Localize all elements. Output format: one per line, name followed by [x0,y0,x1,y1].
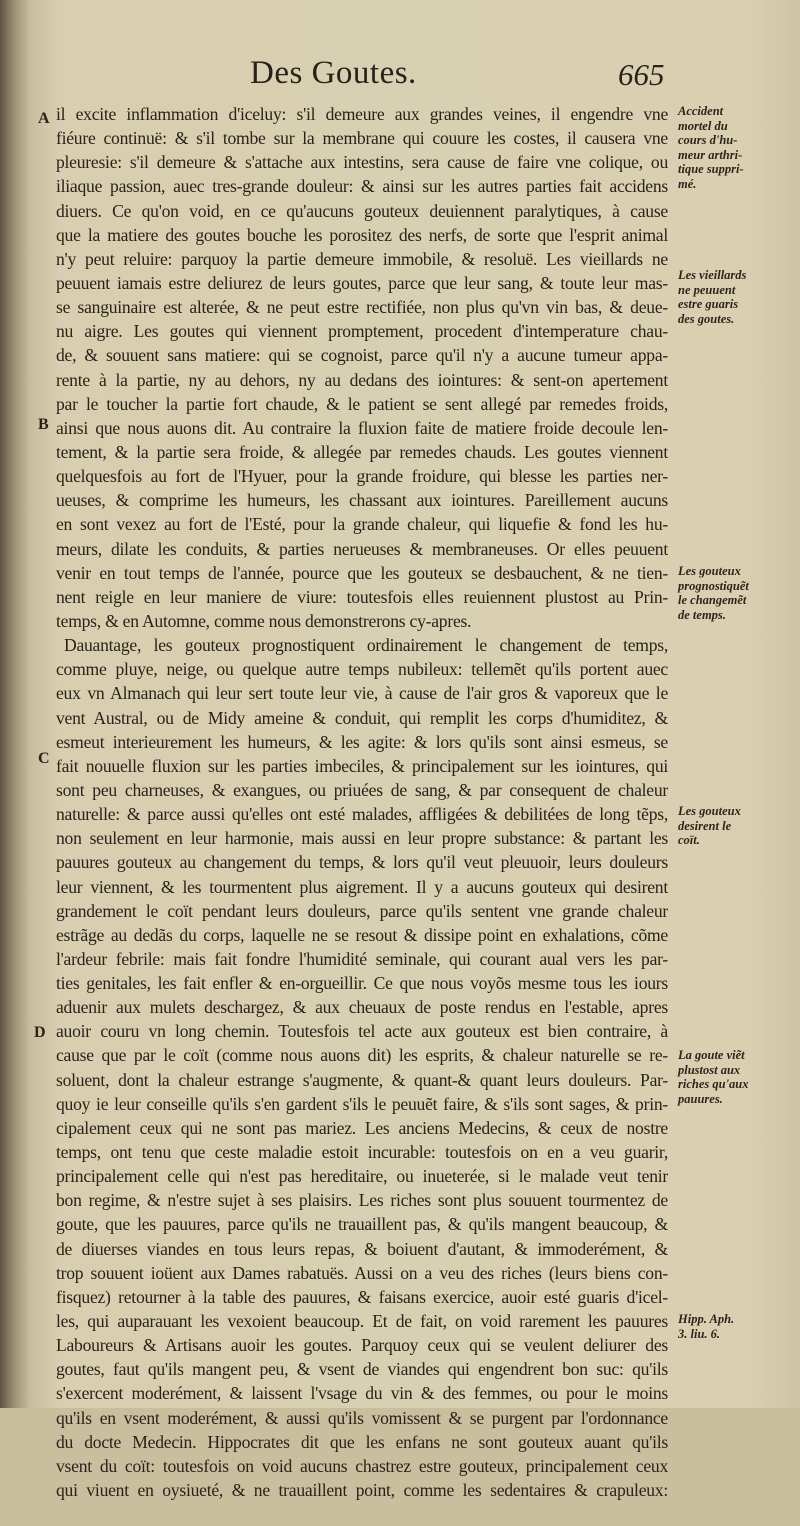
text-line: s'exercent moderément, & laissent l'vsage du vin & des femmes, ou pour le moins [56,1383,668,1404]
text-line: qu'ils en vsent moderément, & aussi qu'ils vomissent & se purgent par l'ordonnance [56,1407,668,1428]
text-line: tement, & la partie sera froide, & allegée par remedes chauds. Les goutes viennent [56,441,668,462]
text-line: temps, & en Automne, comme nous demonstrerons cy-apres. [56,610,472,631]
text-line: ties genitales, les fait enfler & en-orgueillir. Ce que nous voyõs mesme tous les iours [56,973,668,994]
margin-note-riches: La goute viẽt plustost aux riches qu'aux pauures. [678,1048,749,1106]
text-line: naturelle: & parce aussi qu'elles ont esté malades, affligées & debilitées de long tẽps, [56,804,668,825]
text-line: iliaque passion, auec tres-grande douleur: & ainsi sur les autres parties fait accidens [56,176,668,197]
text-line: ueuses, & comprime les humeurs, les chassant aux iointures. Pareillement aucuns [56,490,668,511]
section-letter-c: C [38,750,50,767]
section-letter-a: A [38,110,50,127]
text-line: vent Austral, ou de Midy ameine & conduit, qui remplit les corps d'humiditez, & [56,707,668,728]
margin-note-hippocrates: Hipp. Aph. 3. liu. 6. [678,1312,735,1341]
body-text [56,102,668,1526]
text-line: leur viennent, & les tourmentent plus aigrement. Il y a aucuns gouteux qui desirent [56,876,668,897]
margin-note-vieillards: Les vieillards ne peuuent estre guaris des goutes. [678,268,747,326]
text-line: goute, que les pauures, parce qu'ils ne trauaillent pas, & qu'ils mangent beaucoup, & [56,1214,668,1235]
text-line: nent reigle en leur maniere de viure: toutesfois elles reuiennent plustost au Prin- [56,586,668,607]
text-line: sont peu charneuses, & exangues, ou priuées de sang, & par consequent de chaleur [56,779,668,800]
text-line: diuers. Ce qu'on void, en ce qu'aucuns gouteux deuiennent paralytiques, à cause [56,200,668,221]
text-line: fiéure continuë: & s'il tombe sur la membrane qui couure les costes, il causera vne [56,128,668,149]
text-line: goutes, faut qu'ils mangent peu, & vsent de viandes qui engendrent bon suc: qu'ils [56,1359,668,1380]
text-line: nu aigre. Les goutes qui viennent promptement, procedent d'intemperature chau- [56,321,668,342]
text-line: rente à la partie, ny au dehors, ny au dedans des iointures: & sent-on apertement [56,369,668,390]
section-letter-d: D [34,1024,46,1041]
text-line: qui viuent en oysiueté, & ne trauaillent point, comme les sedentaires & crapuleux: [56,1480,668,1501]
text-line: venir en tout temps de l'année, pource que les gouteux se desbauchent, & ne tien- [56,562,668,583]
text-line: il excite inflammation d'iceluy: s'il demeure aux grandes veines, il engendre vne [56,104,668,124]
text-line: cause que par le coït (comme nous auons dit) les esprits, & chaleur naturelle se re- [56,1045,668,1066]
page-number: 665 [618,57,665,92]
text-line: principalement celle qui n'est pas hereditaire, ou inueterée, si le malade veut tenir [56,1166,668,1187]
text-line: bon regime, & n'estre sujet à ses plaisirs. Les riches sont plus souuent tourmentez de [56,1190,668,1211]
text-line: en sont vexez au fort de l'Esté, pour la grande chaleur, qui liquefie & fond les hu- [56,514,668,535]
text-line: du docte Medecin. Hippocrates dit que les enfans ne sont gouteux auant qu'ils [56,1431,668,1452]
text-line: vsent du coït: toutesfois on void aucuns chastrez estre gouteux, principalement ceux [56,1455,668,1476]
text-line: fait nouuelle fluxion sur les parties imbeciles, & principalement sur les iointures, qui [56,755,668,776]
text-line: temps, ont tenu que ceste maladie estoit incurable: toutesfois on en a veu guarir, [56,1142,668,1163]
text-line: Dauantage, les gouteux prognostiquent ordinairement le changement de temps, [64,635,668,656]
text-line: estrãge au dedãs du corps, laquelle ne se resout & dissipe point en exhalations, cõme [56,924,668,945]
running-title: Des Goutes. [250,55,417,91]
text-line: Laboureurs & Artisans auoir les goutes. Parquoy ceux qui se veulent deliurer des [56,1335,668,1356]
text-line: auoir couru vn long chemin. Toutesfois tel acte aux gouteux est bien contraire, à [56,1021,668,1042]
text-line: quoy ie leur conseille qu'ils s'en gardent s'ils le peuuẽt faire, & s'ils sont sages, & prin- [56,1093,668,1114]
text-line: n'y peut reluire: parquoy la partie demeure immobile, & resoluë. Les vieillards ne [56,248,668,269]
margin-note-coit: Les gouteux desirent le coït. [678,804,741,847]
text-line: comme pluye, neige, ou quelque autre temps nubileux: tellemẽt qu'ils portent auec [56,659,668,680]
text-line: aduenir aux mulets deschargez, & aux cheuaux de poste rendus en l'estable, apres [56,997,668,1018]
text-line: esmeut interieurement les humeurs, & les agite: & lors qu'ils sont ainsi esmeus, se [56,731,668,752]
text-line: quelquesfois au fort de l'Hyuer, pour la grande froidure, qui blesse les parties ner- [56,466,668,487]
text-line: l'ardeur febrile: mais fait fondre l'humidité seminale, qui courant aual vers les par- [56,948,668,969]
text-line: ainsi que nous auons dit. Au contraire la fluxion faite de matiere froide decoule len- [56,417,668,438]
text-line: grandement le coït pendant leurs douleurs, parce qu'ils sentent vne grande chaleur [56,900,668,921]
text-line: meurs, dilate les conduits, & parties nerueuses & membraneuses. Or elles peuuent [56,538,668,559]
margin-note-accident: Accident mortel du cours d'hu- meur arthri- tique suppri- mé. [678,104,744,191]
text-line: trop souuent ioüent aux Dames rabatuës. Aussi on a veu des riches (leurs biens con- [56,1262,668,1283]
text-line: de, & souuent sans matiere: qui se cognoist, parce qu'il n'y a aucune tumeur appa- [56,345,668,366]
margin-note-prognostic: Les gouteux prognostiquẽt le changemẽt de temps. [678,564,749,622]
text-line: fisquez) retourner à la table des pauures, & faisans exercice, auoir esté guaris d'icel- [56,1286,668,1307]
text-line: cipalement ceux qui ne sont pas mariez. Les anciens Medecins, & ceux de nostre [56,1117,668,1138]
text-line: que la matiere des goutes bouche les porositez des nerfs, de sorte que l'esprit animal [56,224,668,245]
text-line: peuuent iamais estre deliurez de leurs goutes, parce que leur sang, & toute leur mas- [56,272,668,293]
text-line: soluent, dont la chaleur estrange s'augmente, & quant-& quant leurs douleurs. Par- [56,1069,668,1090]
text-line: de diuerses viandes en tous leurs repas, & boiuent d'autant, & immoderément, & [56,1238,668,1259]
text-line: non seulement en leur harmonie, mais aussi en leur propre substance: & partant les [56,828,668,849]
section-letter-b: B [38,416,49,433]
text-line: pauures gouteux au changement du temps, & lors qu'il veut pleuuoir, leurs douleurs [56,852,668,873]
text-line: les, qui auparauant les vexoient beaucoup. Et de fait, on void rarement les pauures [56,1311,668,1332]
text-line: pleuresie: s'il demeure & s'attache aux intestins, sera cause de faire vne colique, ou [56,152,668,173]
text-line: eux vn Almanach qui leur sert toute leur vie, à cause de l'air gros & vaporeux que le [56,683,668,704]
text-line [56,1502,668,1526]
text-line: se sanguinaire est alterée, & ne peut estre rectifiée, non plus qu'vn vin bas, & deue- [56,297,668,318]
page-header [0,55,800,99]
text-line: par le toucher la partie fort chaude, & le patient se sent allegé par remedes froids, [56,393,668,414]
